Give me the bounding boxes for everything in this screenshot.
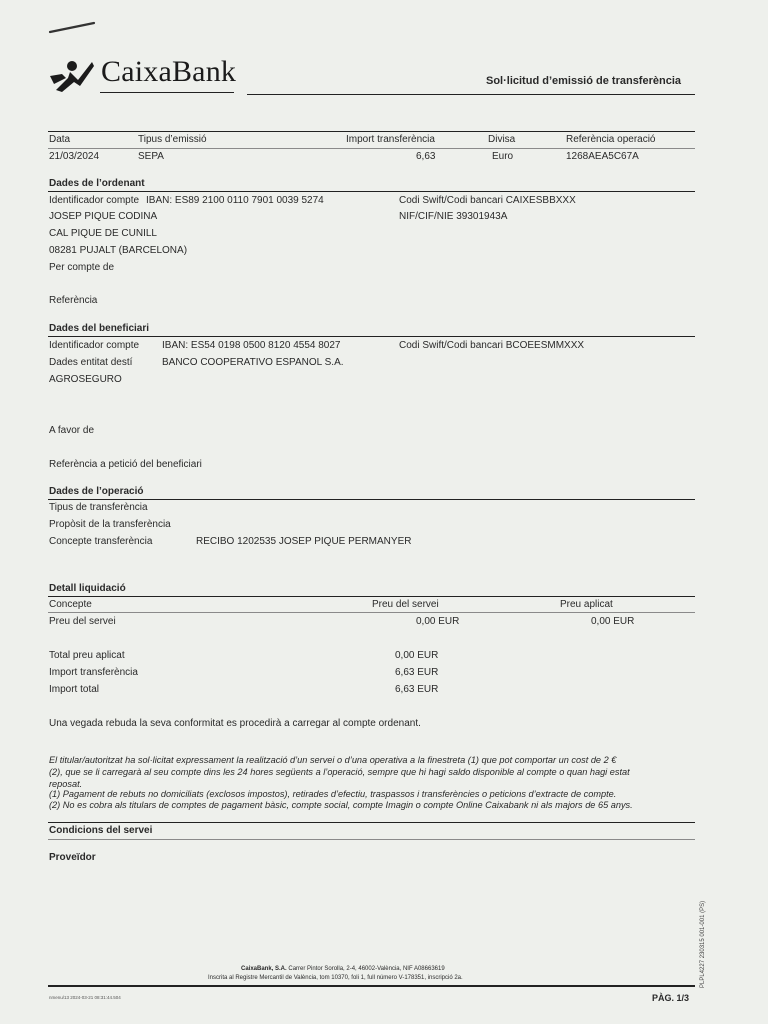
ordenant-per-compte: Per compte de <box>49 262 115 273</box>
ordenant-id-label: Identificador compte <box>49 195 140 206</box>
beneficiari-ref-peticio: Referència a petició del beneficiari <box>49 459 202 470</box>
label-divisa: Divisa <box>488 134 516 145</box>
section-operacio: Dades de l’operació <box>49 486 144 497</box>
value-data: 21/03/2024 <box>49 151 100 162</box>
notice-text: Una vegada rebuda la seva conformitat es procedirà a carregar al compte ordenant. <box>49 718 421 729</box>
label-tipus-emissio: Tipus d’emissió <box>138 134 207 145</box>
ordenant-nif: NIF/CIF/NIE 39301943A <box>399 211 508 222</box>
ordenant-addr1: CAL PIQUE DE CUNILL <box>49 228 157 239</box>
brand-name: CaixaBank <box>101 55 237 88</box>
liquidacio-col-preu-servei: Preu del servei <box>372 599 439 610</box>
legal-line-4: (1) Pagament de rebuts no domiciliats (exclosos impostos), retirades d’efectiu, traspassos i transferències o peticions d’extracte de compte. <box>49 789 617 799</box>
label-import: Import transferència <box>346 134 435 145</box>
caixabank-star-icon <box>48 58 96 94</box>
legal-line-3: reposat. <box>49 779 83 789</box>
value-tipus-emissio: SEPA <box>138 151 164 162</box>
label-referencia-operacio: Referència operació <box>566 134 656 145</box>
total-preu-value: 0,00 EUR <box>395 650 439 661</box>
beneficiari-iban: IBAN: ES54 0198 0500 8120 4554 8027 <box>162 340 341 351</box>
import-transf-label: Import transferència <box>49 667 138 678</box>
value-divisa: Euro <box>492 151 514 162</box>
liquidacio-row-label: Preu del servei <box>49 616 116 627</box>
import-transf-value: 6,63 EUR <box>395 667 439 678</box>
footer-tiny-code: nmenu/13 2024-03-21 08:31:44.504 <box>49 995 121 1000</box>
ordenant-addr2: 08281 PUJALT (BARCELONA) <box>49 245 188 256</box>
liquidacio-col-preu-aplicat: Preu aplicat <box>560 599 613 610</box>
footer-company-bold: CaixaBank, S.A. <box>241 966 287 972</box>
value-import: 6,63 <box>416 151 436 162</box>
footer-company-address: Carrer Pintor Sorolla, 2-4, 46002-València, NIF A08663619 <box>288 966 445 972</box>
beneficiari-id-label: Identificador compte <box>49 340 140 351</box>
legal-line-5: (2) No es cobra als titulars de comptes de pagament bàsic, compte social, compte Imagin o compte Online Caixabank ni als majors de 65 anys. <box>49 800 633 810</box>
ordenant-swift: Codi Swift/Codi bancari CAIXESBBXXX <box>399 195 576 206</box>
ordenant-referencia: Referència <box>49 295 98 306</box>
beneficiari-swift: Codi Swift/Codi bancari BCOEESMMXXX <box>399 340 585 351</box>
condicions-heading: Condicions del servei <box>49 825 153 836</box>
liquidacio-row-aplicat: 0,00 EUR <box>591 616 635 627</box>
section-liquidacio: Detall liquidació <box>49 583 126 594</box>
pen-mark <box>48 20 98 36</box>
value-referencia-operacio: 1268AEA5C67A <box>566 151 639 162</box>
page-number: PÀG. 1/3 <box>652 993 690 1003</box>
beneficiari-entitat: BANCO COOPERATIVO ESPANOL S.A. <box>162 357 344 368</box>
label-data: Data <box>49 134 71 145</box>
import-total-value: 6,63 EUR <box>395 684 439 695</box>
liquidacio-col-concepte: Concepte <box>49 599 92 610</box>
beneficiari-a-favor: A favor de <box>49 425 95 436</box>
operacio-tipus: Tipus de transferència <box>49 502 148 513</box>
ordenant-iban: IBAN: ES89 2100 0110 7901 0039 5274 <box>146 195 324 206</box>
ordenant-name: JOSEP PIQUE CODINA <box>49 211 158 222</box>
total-preu-label: Total preu aplicat <box>49 650 125 661</box>
operacio-proposit: Propòsit de la transferència <box>49 519 171 530</box>
operacio-concepte: RECIBO 1202535 JOSEP PIQUE PERMANYER <box>196 536 412 547</box>
footer-company-line2: Inscrita al Registre Mercantil de València, tom 10370, foli 1, full número V-178351, inscripció 2a. <box>208 975 463 981</box>
section-beneficiari: Dades del beneficiari <box>49 323 150 334</box>
legal-line-2: (2), que se li carregarà al seu compte dins les 24 hores següents a l’operació, sempre que hi hagi saldo disponible al compte o quan hagi estat <box>49 767 630 777</box>
side-code: PLPL4227 230315 001-001 (PS) <box>700 900 706 988</box>
beneficiari-entitat-label: Dades entitat destí <box>49 357 133 368</box>
operacio-concepte-label: Concepte transferència <box>49 536 153 547</box>
proveidor-heading: Proveïdor <box>49 852 96 863</box>
doc-title: Sol·licitud d’emissió de transferència <box>486 75 681 87</box>
footer-company-line1 <box>241 966 445 972</box>
import-total-label: Import total <box>49 684 100 695</box>
legal-line-1: El titular/autoritzat ha sol·licitat expressament la realització d’un servei o d’una operativa a la finestreta (1) que pot comportar un cost de 2 € <box>49 755 617 765</box>
section-ordenant: Dades de l’ordenant <box>49 178 145 189</box>
beneficiari-name: AGROSEGURO <box>49 374 122 385</box>
liquidacio-row-servei: 0,00 EUR <box>416 616 460 627</box>
